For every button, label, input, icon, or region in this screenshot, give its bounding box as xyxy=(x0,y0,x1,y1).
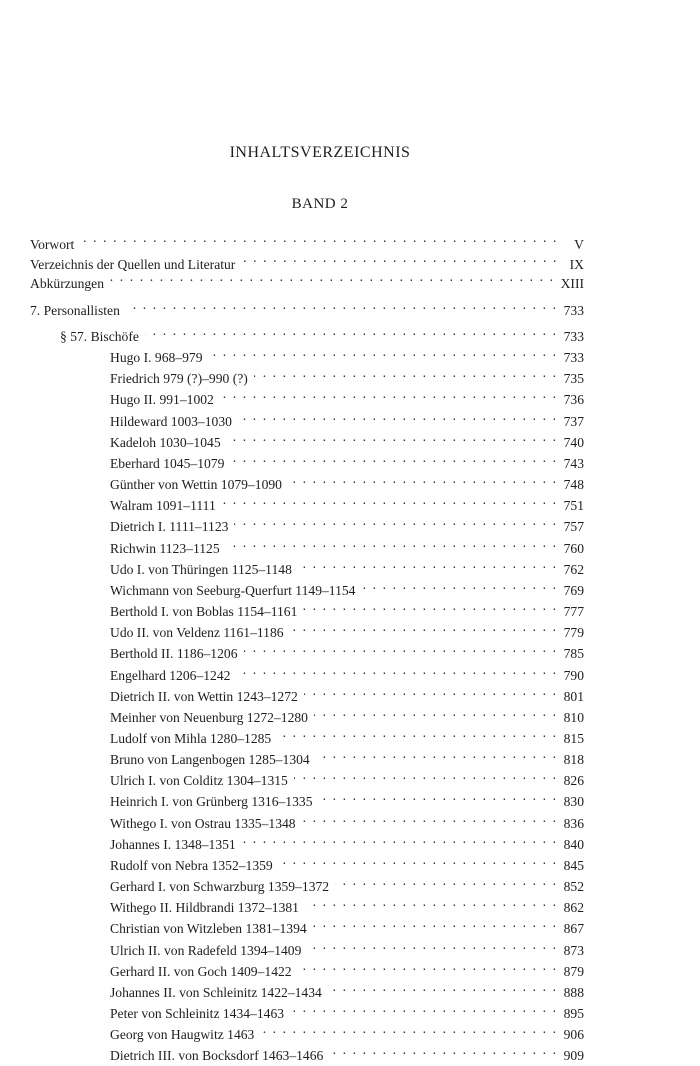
leader-dots xyxy=(298,955,558,976)
toc-label: Eberhard 1045–1079 xyxy=(110,455,225,471)
toc-label: Wichmann von Seeburg-Querfurt 1149–1154 xyxy=(110,582,356,598)
leader-dots xyxy=(110,267,555,288)
toc-label: Dietrich III. von Bocksdorf 1463–1466 xyxy=(110,1048,324,1064)
toc-label: Dietrich II. von Wettin 1243–1272 xyxy=(110,688,298,704)
toc-page: 906 xyxy=(563,1027,584,1043)
leader-dots xyxy=(238,405,558,426)
toc-label: Hugo II. 991–1002 xyxy=(110,392,214,408)
leader-dots xyxy=(242,828,558,849)
leader-dots xyxy=(209,341,558,362)
toc-page: 779 xyxy=(563,625,584,641)
leader-dots xyxy=(305,891,558,912)
toc-label: Gerhard I. von Schwarzburg 1359–1372 xyxy=(110,879,330,895)
toc-page: 740 xyxy=(563,434,584,450)
toc-page: 777 xyxy=(563,604,584,620)
toc-page: 743 xyxy=(563,455,584,471)
toc-page: 801 xyxy=(563,688,584,704)
leader-dots xyxy=(335,870,558,891)
toc-label: Johannes I. 1348–1351 xyxy=(110,836,236,852)
toc-page: 769 xyxy=(563,582,584,598)
band-title: BAND 2 xyxy=(291,196,349,212)
toc-page: 836 xyxy=(563,815,584,831)
leader-dots xyxy=(328,976,558,997)
leader-dots xyxy=(290,997,558,1018)
toc-page: 826 xyxy=(563,773,584,789)
toc-page: 862 xyxy=(563,900,584,916)
toc-page: 790 xyxy=(563,667,584,683)
toc-page: IX xyxy=(569,256,584,272)
toc-label: Günther von Wettin 1079–1090 xyxy=(110,477,282,493)
page-title: INHALTSVERZEICHNIS xyxy=(229,144,411,161)
toc-label: Christian von Witzleben 1381–1394 xyxy=(110,921,307,937)
toc-page: 840 xyxy=(563,836,584,852)
leader-dots xyxy=(288,468,558,489)
toc-page: 748 xyxy=(563,477,584,493)
toc-page: V xyxy=(574,237,584,252)
leader-dots xyxy=(307,934,557,955)
toc-label: Kadeloh 1030–1045 xyxy=(110,434,221,450)
toc-page: 760 xyxy=(563,540,584,556)
leader-dots xyxy=(145,320,558,341)
leader-dots xyxy=(126,294,558,315)
leader-dots xyxy=(304,680,558,701)
toc-row-section xyxy=(30,320,584,344)
toc-label: Ludolf von Mihla 1280–1285 xyxy=(110,730,272,746)
toc-page: 815 xyxy=(563,730,584,746)
leader-dots xyxy=(313,912,558,933)
leader-dots xyxy=(220,383,558,404)
toc-row-abkuerzungen xyxy=(30,267,584,291)
toc-label: Udo I. von Thüringen 1125–1148 xyxy=(110,561,292,577)
toc-row-chapter xyxy=(30,294,584,318)
toc-page: 733 xyxy=(563,303,584,318)
toc-label: § 57. Bischöfe xyxy=(60,329,139,344)
toc-label: Friedrich 979 (?)–990 (?) xyxy=(110,371,248,387)
toc-label: Hildeward 1003–1030 xyxy=(110,413,232,429)
toc-page: 867 xyxy=(563,921,584,937)
toc-label: Verzeichnis der Quellen und Literatur xyxy=(30,256,236,272)
toc-row-vorwort xyxy=(30,228,584,252)
leader-dots xyxy=(234,510,557,531)
toc-page: 810 xyxy=(563,709,584,725)
toc-label: Berthold I. von Boblas 1154–1161 xyxy=(110,604,298,620)
toc-row-quellen xyxy=(30,248,584,272)
leader-dots xyxy=(298,553,558,574)
toc-label: Georg von Haugwitz 1463 xyxy=(110,1027,255,1043)
toc-page: 818 xyxy=(563,752,584,768)
toc-page: 757 xyxy=(563,519,584,535)
leader-dots xyxy=(316,743,558,764)
toc-page: 888 xyxy=(563,984,584,1000)
toc-label: Heinrich I. von Grünberg 1316–1335 xyxy=(110,794,313,810)
leader-dots xyxy=(254,362,558,383)
leader-dots xyxy=(329,1039,557,1060)
toc-label: Abkürzungen xyxy=(30,276,104,291)
toc-page: 737 xyxy=(563,413,584,429)
leader-dots xyxy=(303,595,557,616)
toc-page: 873 xyxy=(563,942,584,958)
leader-dots xyxy=(290,616,558,637)
toc-label: Walram 1091–1111 xyxy=(110,498,216,514)
toc-page: 785 xyxy=(563,646,584,662)
leader-dots xyxy=(241,248,558,269)
leader-dots xyxy=(230,447,557,468)
toc-page: 909 xyxy=(563,1048,584,1064)
toc-page: 735 xyxy=(563,371,584,387)
toc-page: 879 xyxy=(563,963,584,979)
toc-label: Udo II. von Veldenz 1161–1186 xyxy=(110,625,284,641)
toc-page: 852 xyxy=(563,879,584,895)
chapter-row-container xyxy=(30,294,584,318)
toc-page: 830 xyxy=(563,794,584,810)
front-matter-list xyxy=(30,228,584,291)
toc-label: Meinher von Neuenburg 1272–1280 xyxy=(110,709,308,725)
toc-label: Berthold II. 1186–1206 xyxy=(110,646,238,662)
leader-dots xyxy=(361,574,557,595)
toc-label: Hugo I. 968–979 xyxy=(110,350,203,366)
leader-dots xyxy=(294,764,558,785)
toc-page: 845 xyxy=(563,857,584,873)
leader-dots xyxy=(277,722,557,743)
toc-page: 895 xyxy=(563,1006,584,1021)
leader-dots xyxy=(279,849,558,870)
toc-label: Dietrich I. 1111–1123 xyxy=(110,519,229,535)
toc-label: Engelhard 1206–1242 xyxy=(110,667,231,683)
leader-dots xyxy=(319,785,558,806)
toc-label: 7. Personallisten xyxy=(30,303,120,318)
toc-label: Withego II. Hildbrandi 1372–1381 xyxy=(110,900,299,916)
toc-page: 751 xyxy=(563,498,584,514)
toc-label: Vorwort xyxy=(30,237,75,252)
toc-page: 736 xyxy=(563,392,584,408)
toc-label: Johannes II. von Schleinitz 1422–1434 xyxy=(110,984,322,1000)
leader-dots xyxy=(244,637,558,658)
toc-label: Rudolf von Nebra 1352–1359 xyxy=(110,857,273,873)
leader-dots xyxy=(260,1018,557,1039)
toc-label: Peter von Schleinitz 1434–1463 xyxy=(110,1006,285,1021)
toc-label: Ulrich II. von Radefeld 1394–1409 xyxy=(110,942,302,958)
leader-dots xyxy=(227,426,558,447)
toc-page: XIII xyxy=(560,276,584,291)
toc-page: 762 xyxy=(563,561,584,577)
leader-dots xyxy=(236,659,557,680)
leader-dots xyxy=(226,532,558,553)
toc-label: Richwin 1123–1125 xyxy=(110,540,220,556)
bishops-list xyxy=(30,320,584,1064)
toc-label: Withego I. von Ostrau 1335–1348 xyxy=(110,815,296,831)
toc-label: Bruno von Langenbogen 1285–1304 xyxy=(110,752,310,768)
toc-page: 733 xyxy=(563,350,584,366)
toc-page: 733 xyxy=(563,329,584,344)
toc-label: Ulrich I. von Colditz 1304–1315 xyxy=(110,773,288,789)
leader-dots xyxy=(80,228,558,249)
leader-dots xyxy=(302,807,558,828)
toc-label: Gerhard II. von Goch 1409–1422 xyxy=(110,963,292,979)
leader-dots xyxy=(222,489,558,510)
leader-dots xyxy=(314,701,558,722)
